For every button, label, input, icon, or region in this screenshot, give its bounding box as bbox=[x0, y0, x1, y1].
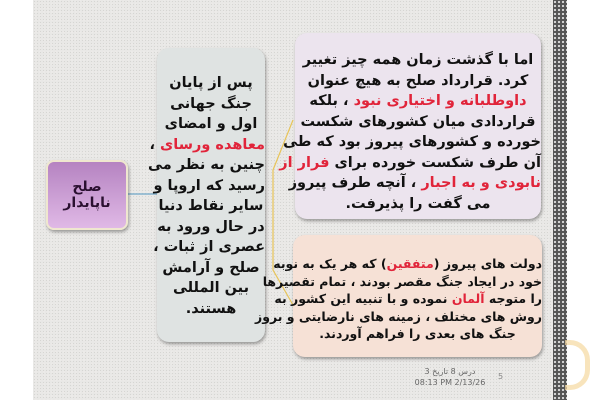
text-segment: جنگ جهانی bbox=[170, 95, 252, 112]
text-segment: جنگ های بعدی را فراهم آوردند. bbox=[319, 326, 516, 341]
text-line bbox=[295, 71, 541, 92]
text-segment: قراردادی میان کشورهای شکست bbox=[300, 113, 536, 130]
footer-date: 08:13 PM 2/13/26 bbox=[414, 378, 486, 387]
text-line bbox=[157, 299, 265, 320]
text-line bbox=[283, 132, 541, 153]
top-right-text-box bbox=[279, 33, 541, 219]
text-segment: چنین به نظر می bbox=[148, 157, 265, 173]
highlighted-text: نابودی و به اجبار bbox=[421, 175, 541, 191]
text-segment: بین المللی bbox=[172, 280, 250, 296]
text-line bbox=[295, 91, 541, 112]
text-line bbox=[262, 273, 542, 291]
title-box bbox=[46, 160, 128, 230]
text-line bbox=[274, 290, 542, 308]
text-line bbox=[153, 176, 265, 197]
text-line bbox=[157, 196, 265, 217]
bottom-right-text-box bbox=[255, 235, 542, 357]
highlighted-text: آلمان bbox=[451, 291, 485, 306]
text-segment: خورده و کشورهای پیروز بود که طی bbox=[283, 134, 541, 150]
text-segment: در حال ورود به bbox=[157, 218, 265, 235]
text-line bbox=[157, 278, 265, 299]
text-segment: روش های مختلف ، زمینه های نارضایتی و بروز bbox=[255, 308, 542, 324]
title-label: صلح ناپایدار bbox=[63, 179, 111, 211]
text-segment: اما با گذشت زمان همه چیز تغییر bbox=[302, 52, 534, 68]
center-text-box bbox=[148, 48, 265, 342]
text-line bbox=[157, 94, 265, 115]
text-line bbox=[255, 308, 542, 326]
highlighted-text: متفقین bbox=[386, 256, 434, 271]
highlighted-text: معاهده ورسای bbox=[160, 136, 265, 153]
text-segment: آن طرف شکست خورده برای bbox=[329, 154, 541, 171]
text-line bbox=[295, 194, 541, 215]
text-segment: دولت های پیروز ( bbox=[433, 256, 542, 271]
text-line bbox=[279, 153, 541, 174]
text-segment: ) که هر یک به نوبه bbox=[273, 256, 387, 271]
text-segment: هستند. bbox=[185, 300, 237, 317]
page-number: 5 bbox=[498, 372, 504, 381]
text-segment: ، بلکه bbox=[309, 93, 354, 109]
text-line bbox=[149, 135, 265, 156]
text-line bbox=[148, 155, 265, 176]
text-segment: پس از پایان bbox=[169, 75, 253, 91]
text-line bbox=[157, 114, 265, 135]
highlighted-text: فرار از bbox=[279, 154, 330, 171]
text-segment: می گفت را پذیرفت. bbox=[345, 195, 491, 212]
text-segment: را متوجه bbox=[484, 291, 542, 306]
text-segment: ، آنچه طرف پیروز bbox=[288, 175, 422, 191]
text-line bbox=[288, 173, 541, 194]
text-line bbox=[157, 217, 265, 238]
text-segment: خود در ایجاد جنگ مقصر بودند ، تمام تقصیرها bbox=[262, 273, 542, 289]
text-segment: اول و امضای bbox=[164, 116, 258, 132]
highlighted-text: داوطلبانه و اختیاری نبود bbox=[353, 93, 527, 109]
footer-title: درس 8 تاریخ 3 bbox=[424, 367, 476, 376]
text-segment: سایر نقاط دنیا bbox=[158, 198, 264, 214]
text-segment: رسید که اروپا و bbox=[153, 177, 265, 194]
text-segment: کرد. قرارداد صلح به هیچ عنوان bbox=[307, 72, 529, 89]
text-line bbox=[157, 73, 265, 94]
text-segment: نموده و با تنبیه این کشور به bbox=[274, 291, 452, 306]
text-line bbox=[295, 50, 541, 71]
text-line bbox=[293, 325, 542, 343]
text-line bbox=[295, 112, 541, 133]
text-segment: صلح و آرامش bbox=[162, 259, 260, 276]
text-segment: ، bbox=[149, 136, 160, 153]
text-line bbox=[273, 255, 542, 273]
footer bbox=[400, 366, 500, 388]
text-segment: عصری از ثبات ، bbox=[153, 239, 265, 255]
text-line bbox=[153, 237, 265, 258]
text-line bbox=[157, 258, 265, 279]
